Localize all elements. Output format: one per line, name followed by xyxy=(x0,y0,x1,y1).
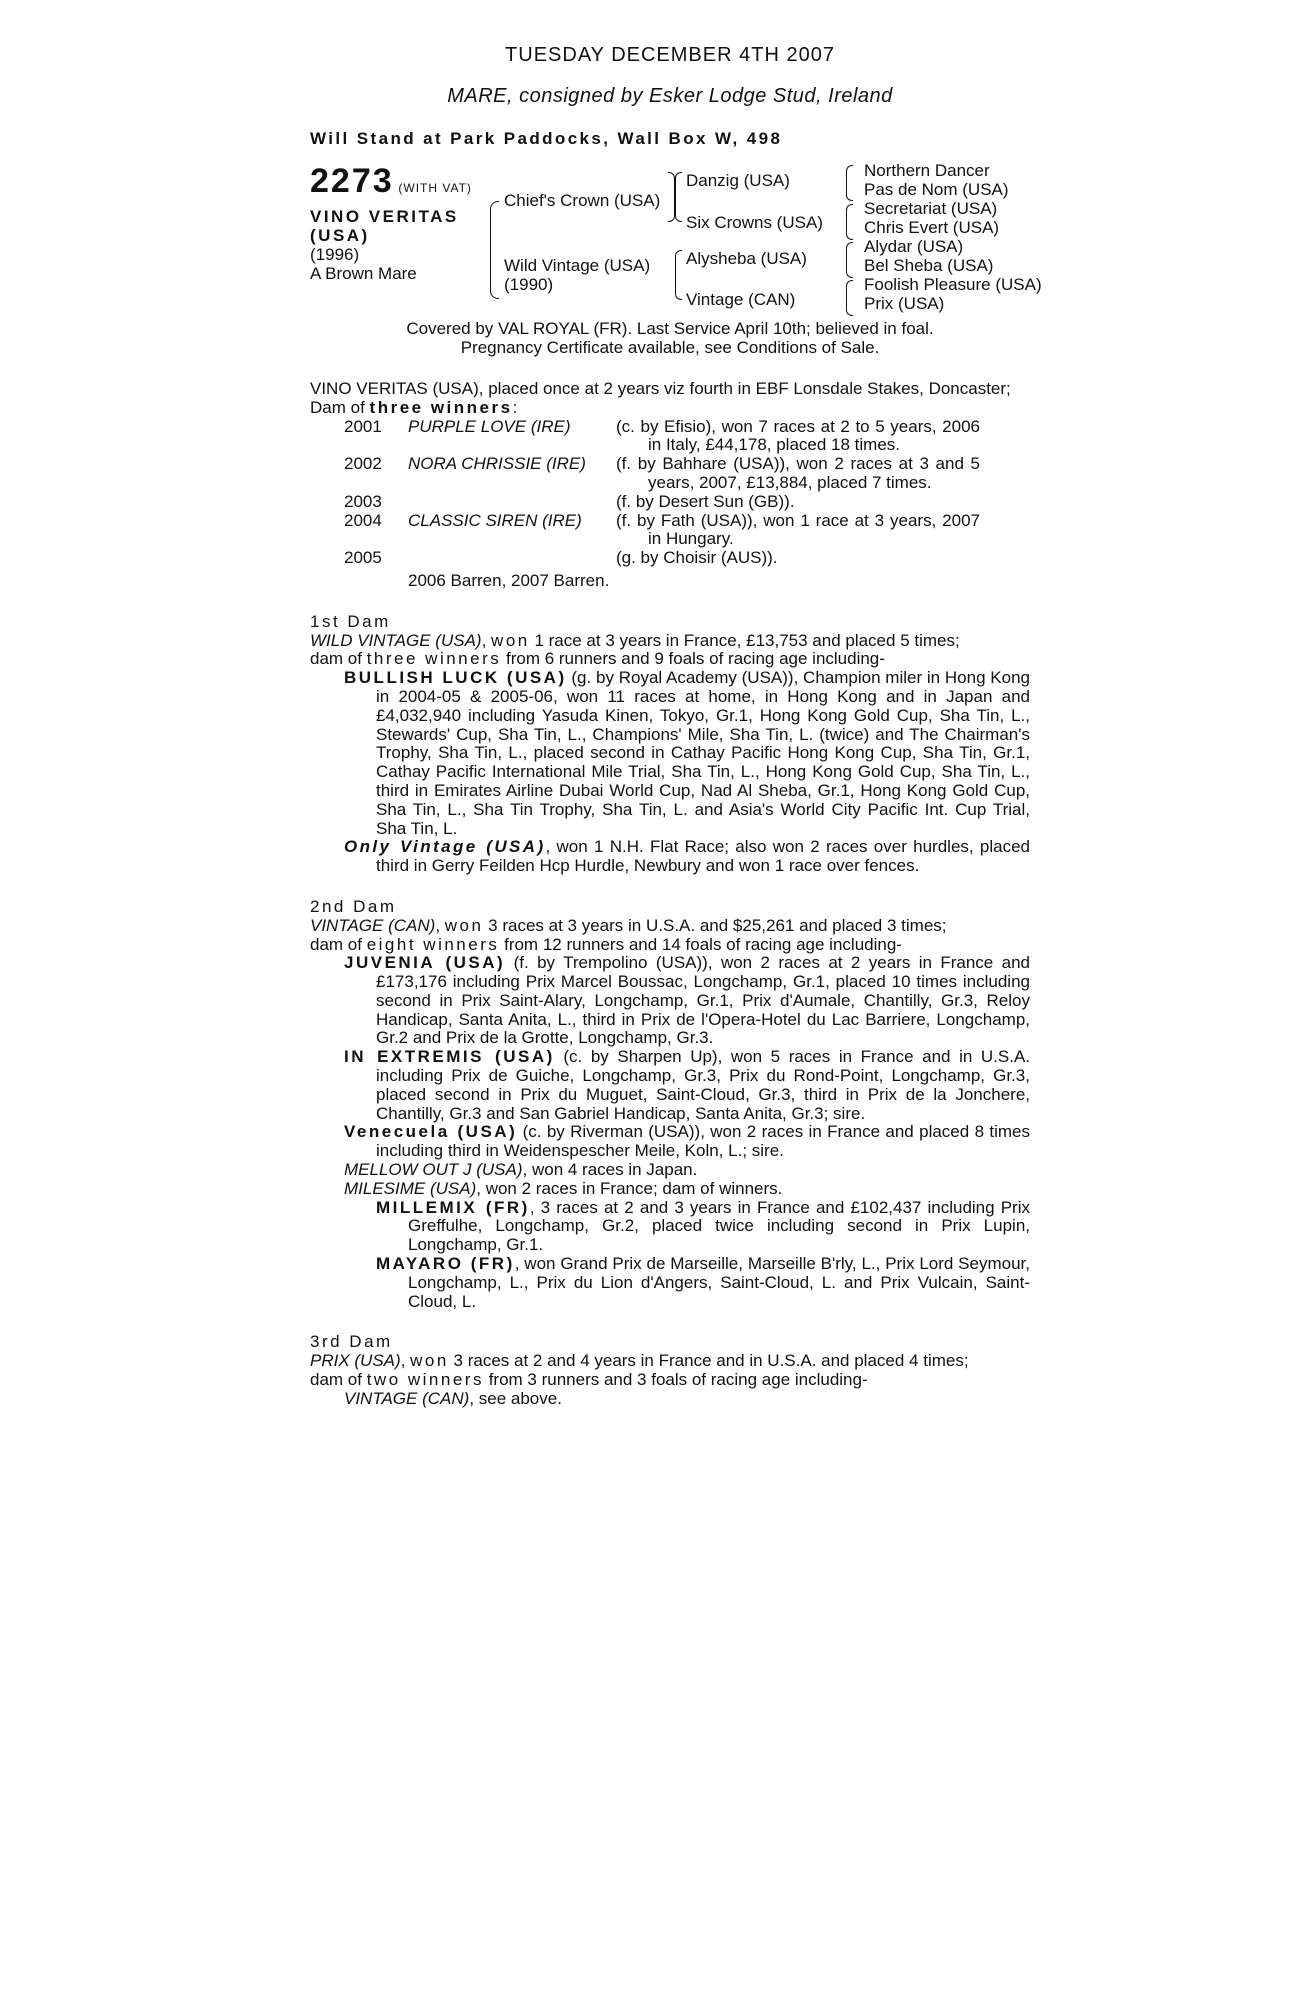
produce-year: 2001 xyxy=(344,416,382,436)
pedigree-brace xyxy=(490,201,499,299)
won-word: won xyxy=(410,1351,449,1371)
grand-progeny-entry xyxy=(310,1199,1030,1255)
pedigree-brace xyxy=(846,165,853,201)
dam-of-label: dam of xyxy=(310,934,367,954)
winner-count: two winners xyxy=(366,1370,484,1390)
lot-country: (USA) xyxy=(310,226,370,246)
progeny-text: (f. by Trempolino (USA)), won 2 races at 2 years in France and £173,176 including Prix Marcel Boussac, Longchamp, Gr.1, placed 10 times including second in Prix Saint-Alary, Longchamp, Gr.1, Prix d'Aumale, Chantilly, Gr.3, Reloy Handicap, Santa Anita, L., third in Prix de l'Opera-Hotel du Lac Barriere, Longchamp, Gr.2 and Prix de la Grotte, Longchamp, Gr.3. xyxy=(376,953,1030,1048)
mare-record xyxy=(310,380,1030,591)
progeny-entry xyxy=(310,1123,1030,1161)
produce-name xyxy=(408,493,616,512)
won-word: won xyxy=(491,630,530,650)
second-dam-record: VINTAGE (CAN), won 3 races at 3 years in U.S.A. and $25,261 and placed 3 times; xyxy=(310,915,947,935)
certificate-line: Pregnancy Certificate available, see Conditions of Sale. xyxy=(460,338,880,358)
mare-dam-of xyxy=(310,399,1030,418)
first-dam-section xyxy=(310,613,1030,876)
progeny-text: (g. by Royal Academy (USA)), Champion miler in Hong Kong in 2004-05 & 2005-06, won 11 races at home, in Hong Kong and in Japan and £4,032,940 including Yasuda Kinen, Tokyo, Gr.1, Hong Kong Gold Cup, Sha Tin, L., Stewards' Cup, Sha Tin, L., Champions' Mile, Sha Tin, L. (twice) and The Chairman's Trophy, Sha Tin, L., placed second in Cathay Pacific Hong Kong Cup, Sha Tin, Gr.1, Cathay Pacific International Mile Trial, Sha Tin, L., Hong Kong Gold Cup, Sha Tin, L., third in Emirates Airline Dubai World Cup, Nad Al Sheba, Gr.1, Hong Kong Gold Cup, Sha Tin, L., Sha Tin Trophy, Sha Tin, L. and Asia's World City Pacific Int. Cup Trial, Sha Tin, L. xyxy=(376,668,1030,838)
produce-spacer xyxy=(310,493,344,512)
winner-count: three winners xyxy=(366,649,502,669)
pedigree-brace xyxy=(675,250,682,300)
progeny-name: IN EXTREMIS (USA) xyxy=(344,1047,555,1067)
produce-text: (f. by Desert Sun (GB)). xyxy=(616,491,795,511)
first-dam-produce-summary xyxy=(310,650,1030,669)
dam-of-label: dam of xyxy=(310,1370,367,1390)
pedigree-sds: Secretariat (USA) xyxy=(864,199,998,219)
progeny-name: VINTAGE (CAN) xyxy=(344,1388,470,1408)
produce-year: 2004 xyxy=(344,510,382,530)
pedigree-ddd: Prix (USA) xyxy=(864,294,945,314)
second-dam-heading: 2nd Dam xyxy=(310,896,397,916)
pedigree-dsd: Bel Sheba (USA) xyxy=(864,256,994,276)
grand-progeny-name: MILLEMIX (FR) xyxy=(376,1197,530,1217)
pedigree-ssd: Pas de Nom (USA) xyxy=(864,180,1009,200)
grand-progeny-entry xyxy=(310,1255,1030,1311)
covered-line: Covered by VAL ROYAL (FR). Last Service April 10th; believed in foal. xyxy=(406,319,934,339)
covered-note xyxy=(310,320,1030,358)
progeny-text: , won 2 races in France; dam of winners. xyxy=(476,1178,783,1198)
progeny-entry xyxy=(310,1390,1030,1409)
grand-progeny-text: , 3 races at 2 and 3 years in France and £102,437 including Prix Greffulhe, Longchamp, Gr.2, placed twice including second in Prix Lupin, Longchamp, Gr.1. xyxy=(408,1197,1030,1255)
pedigree-dss: Alydar (USA) xyxy=(864,237,964,257)
dam-of-label: dam of xyxy=(310,649,367,669)
winner-count: eight winners xyxy=(366,934,500,954)
sale-date: TUESDAY DECEMBER 4TH 2007 xyxy=(505,44,835,66)
progeny-text: (c. by Riverman (USA)), won 2 races in France and placed 8 times including third in Weidenspescher Meile, Koln, L.; sire. xyxy=(376,1122,1030,1161)
pedigree-brace xyxy=(846,242,853,278)
runners-summary: from 3 runners and 3 foals of racing age including- xyxy=(483,1370,868,1390)
mare-summary: VINO VERITAS (USA), placed once at 2 years viz fourth in EBF Lonsdale Stakes, Doncaster; xyxy=(310,378,1011,398)
pedigree-dam-year: (1990) xyxy=(504,275,554,295)
second-dam-race-record: 3 races at 3 years in U.S.A. and $25,261 and placed 3 times; xyxy=(483,915,947,935)
third-dam-section xyxy=(310,1333,1030,1408)
first-dam-name: WILD VINTAGE (USA) xyxy=(310,630,482,650)
produce-spacer xyxy=(310,418,344,456)
stand-location: Will Stand at Park Paddocks, Wall Box W, 498 xyxy=(310,128,783,148)
lot-year: (1996) xyxy=(310,245,360,265)
won-word: won xyxy=(444,915,484,935)
progeny-entry xyxy=(310,669,1030,838)
pedigree-sdd: Chris Evert (USA) xyxy=(864,218,1000,238)
first-dam-heading: 1st Dam xyxy=(310,611,391,631)
grand-progeny-text: , won Grand Prix de Marseille, Marseille B'rly, L., Prix Lord Seymour, Longchamp, L., Prix du Lion d'Angers, Saint-Cloud, L. and Prix Vulcain, Saint-Cloud, L. xyxy=(408,1254,1030,1311)
third-dam-race-record: 3 races at 2 and 4 years in France and in U.S.A. and placed 4 times; xyxy=(448,1351,969,1371)
pedigree-ss: Danzig (USA) xyxy=(686,171,790,191)
dam-of-colon: : xyxy=(512,397,518,417)
progeny-entry xyxy=(310,838,1030,876)
consignor: , consigned by Esker Lodge Stud, Ireland xyxy=(507,84,893,107)
lot-description: A Brown Mare xyxy=(310,264,417,284)
barren-years: 2006 Barren, 2007 Barren. xyxy=(408,570,610,590)
produce-text: (c. by Efisio), won 7 races at 2 to 5 years, 2006 in Italy, £44,178, placed 18 times. xyxy=(616,416,980,455)
pedigree-table xyxy=(310,161,1042,318)
produce-name: CLASSIC SIREN (IRE) xyxy=(408,510,582,530)
pedigree-sd: Six Crowns (USA) xyxy=(686,213,823,233)
produce-spacer xyxy=(310,549,344,568)
pedigree-brace xyxy=(675,172,682,222)
catalogue-page xyxy=(310,44,1042,1409)
lot-number-line xyxy=(310,162,472,201)
pedigree-dam: Wild Vintage (USA) xyxy=(504,256,651,276)
grand-progeny-name: MAYARO (FR) xyxy=(376,1254,515,1274)
produce-list xyxy=(310,418,1030,568)
pedigree-brace xyxy=(846,280,853,316)
third-dam-name: PRIX (USA) xyxy=(310,1351,401,1371)
dam-of-label: Dam of xyxy=(310,397,370,417)
progeny-entry xyxy=(310,1048,1030,1123)
produce-spacer xyxy=(310,512,344,550)
pedigree-dd: Vintage (CAN) xyxy=(686,290,796,310)
produce-year: 2003 xyxy=(344,491,382,511)
progeny-name: Venecuela (USA) xyxy=(344,1122,518,1142)
third-dam-heading: 3rd Dam xyxy=(310,1332,393,1352)
progeny-name: JUVENIA (USA) xyxy=(344,953,506,973)
progeny-entry xyxy=(310,1161,1030,1180)
progeny-text: (c. by Sharpen Up), won 5 races in France and in U.S.A. including Prix de Guiche, Longchamp, Gr.3, Prix du Rond-Point, Longchamp, Gr.3, placed second in Prix du Muguet, Saint-Cloud, Gr.3, third in Prix de la Jonchere, Chantilly, Gr.3 and San Gabriel Handicap, Santa Anita, Gr.3; sire. xyxy=(376,1047,1031,1123)
pedigree-dds: Foolish Pleasure (USA) xyxy=(864,275,1042,295)
progeny-name: BULLISH LUCK (USA) xyxy=(344,668,567,688)
lot-name: VINO VERITAS xyxy=(310,207,459,227)
pedigree-ds: Alysheba (USA) xyxy=(686,249,807,269)
second-dam-produce-summary xyxy=(310,936,1030,955)
lot-number: 2273 xyxy=(310,162,394,201)
progeny-text: , see above. xyxy=(469,1388,562,1408)
pedigree-sire: Chief's Crown (USA) xyxy=(504,191,661,211)
pedigree-brace xyxy=(846,204,853,240)
progeny-name: MILESIME (USA) xyxy=(344,1178,477,1198)
progeny-name: Only Vintage (USA) xyxy=(344,837,546,857)
second-dam-section xyxy=(310,898,1030,1312)
consignor-label: MARE xyxy=(447,84,507,107)
produce-name xyxy=(408,549,616,568)
progeny-entry xyxy=(310,1180,1030,1199)
first-dam-race-record: 1 race at 3 years in France, £13,753 and placed 5 times; xyxy=(529,630,960,650)
second-dam-name: VINTAGE (CAN) xyxy=(310,915,436,935)
produce-text: (f. by Bahhare (USA)), won 2 races at 3 and 5 years, 2007, £13,884, placed 7 times. xyxy=(616,454,980,492)
consignor-line xyxy=(310,84,1030,107)
produce-year: 2002 xyxy=(344,454,382,474)
third-dam-produce-summary xyxy=(310,1371,1030,1390)
produce-year: 2005 xyxy=(344,548,382,568)
produce-name: NORA CHRISSIE (IRE) xyxy=(408,454,586,474)
progeny-text: , won 1 N.H. Flat Race; also won 2 races over hurdles, placed third in Gerry Feilden Hcp Hurdle, Newbury and won 1 race over fences. xyxy=(376,837,1030,876)
vat-note: (WITH VAT) xyxy=(398,181,472,196)
first-dam-record: WILD VINTAGE (USA), won 1 race at 3 years in France, £13,753 and placed 5 times; xyxy=(310,630,960,650)
runners-summary: from 6 runners and 9 foals of racing age including- xyxy=(501,649,885,669)
progeny-name: MELLOW OUT J (USA) xyxy=(344,1160,523,1180)
third-dam-record: PRIX (USA), won 3 races at 2 and 4 years in France and in U.S.A. and placed 4 times; xyxy=(310,1351,969,1371)
produce-name: PURPLE LOVE (IRE) xyxy=(408,416,571,436)
runners-summary: from 12 runners and 14 foals of racing age including- xyxy=(499,934,902,954)
winner-count: three winners xyxy=(369,397,513,417)
progeny-text: , won 4 races in Japan. xyxy=(522,1160,698,1180)
produce-text: (g. by Choisir (AUS)). xyxy=(616,548,778,568)
pedigree-sss: Northern Dancer xyxy=(864,161,990,181)
produce-text: (f. by Fath (USA)), won 1 race at 3 years, 2007 in Hungary. xyxy=(616,510,980,549)
progeny-entry xyxy=(310,954,1030,1048)
pedigree-brace xyxy=(668,172,675,222)
produce-spacer xyxy=(310,455,344,493)
